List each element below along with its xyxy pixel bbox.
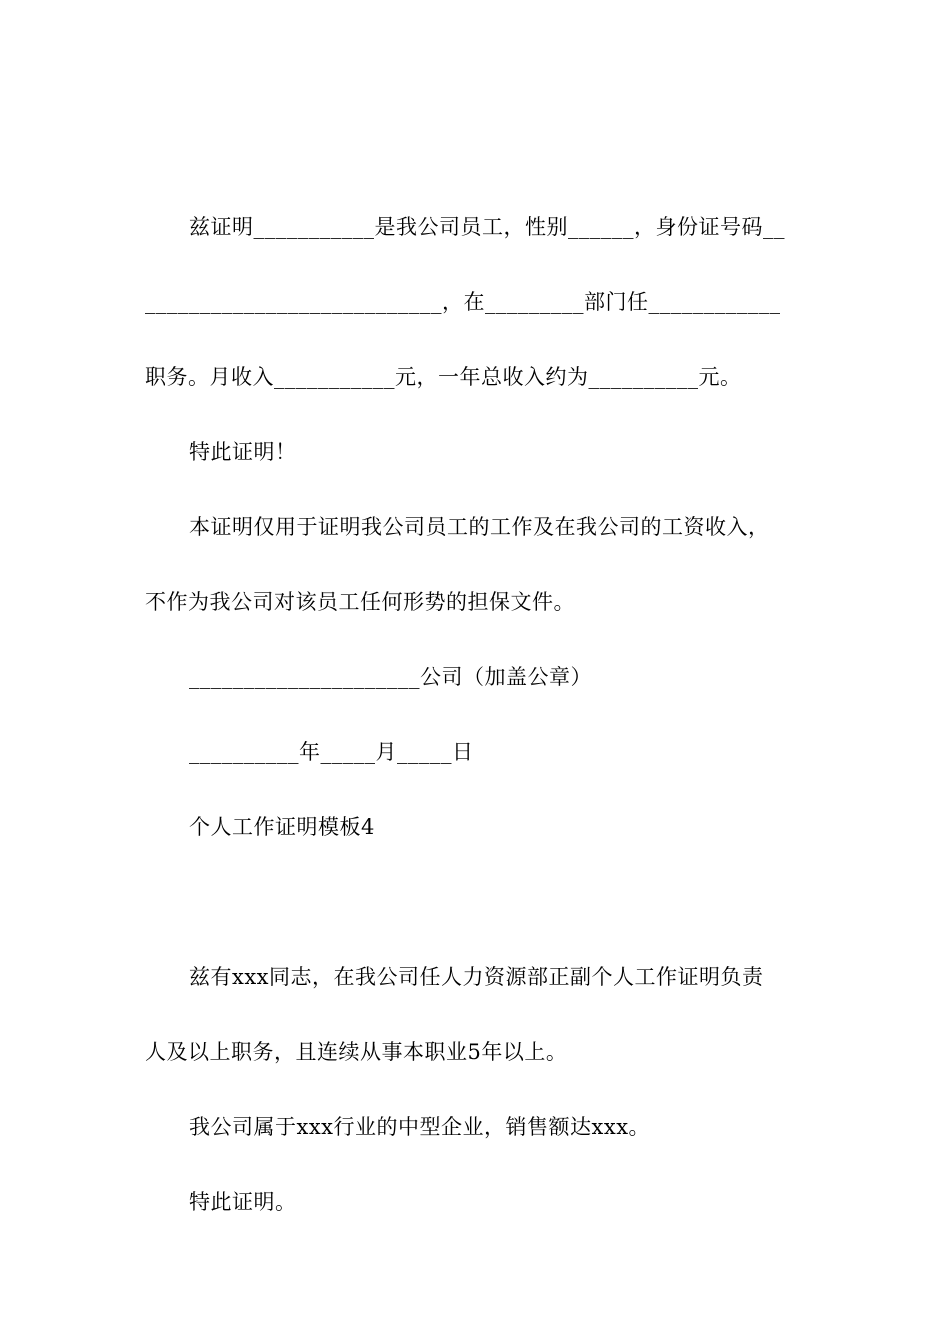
paragraph-disclaimer-line-1: 本证明仅用于证明我公司员工的工作及在我公司的工资收入， <box>189 515 770 539</box>
paragraph-certify-line-3: 职务。月收入___________元，一年总收入约为__________元。 <box>145 365 742 389</box>
paragraph-company-industry: 我公司属于xxx行业的中型企业，销售额达xxx。 <box>189 1115 651 1139</box>
section-heading: 个人工作证明模板4 <box>189 815 375 839</box>
date-line: __________年_____月_____日 <box>189 740 474 764</box>
paragraph-template4-line-2: 人及以上职务，且连续从事本职业5年以上。 <box>145 1040 568 1064</box>
company-seal-line: _____________________公司（加盖公章） <box>189 665 592 689</box>
paragraph-template4-line-1: 兹有xxx同志，在我公司任人力资源部正副个人工作证明负责 <box>189 965 764 989</box>
paragraph-special-certify: 特此证明！ <box>189 440 297 464</box>
paragraph-certify-line-2: ___________________________，在_________部门任____________ <box>145 290 781 314</box>
paragraph-special-certify-2: 特此证明。 <box>189 1190 297 1214</box>
paragraph-certify-line-1: 兹证明___________是我公司员工，性别______，身份证号码__ <box>189 215 785 239</box>
paragraph-disclaimer-line-2: 不作为我公司对该员工任何形势的担保文件。 <box>145 590 575 614</box>
